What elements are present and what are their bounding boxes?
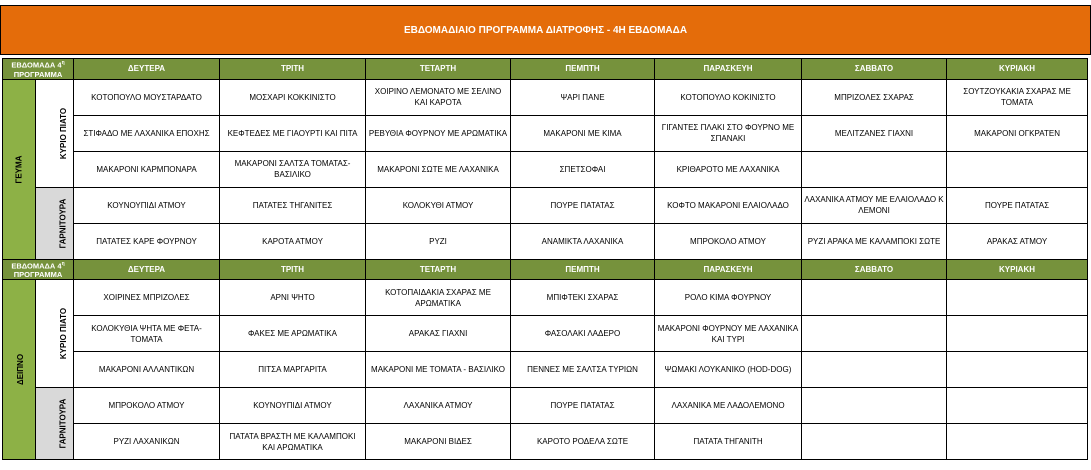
course-label-cell — [36, 187, 74, 259]
dish-cell: ΑΡΑΚΑΣ ΑΤΜΟΥ — [947, 223, 1088, 259]
meal-label: ΔΕΙΠΝΟ — [16, 353, 26, 386]
dish-cell: ΜΠΡΟΚΟΛΟ ΑΤΜΟΥ — [655, 223, 802, 259]
meal-row — [3, 151, 1088, 187]
week-label: ΕΒΔΟΜΑΔΑ 4 — [11, 60, 62, 70]
dish-cell: ΠΟΥΡΕ ΠΑΤΑΤΑΣ — [511, 388, 655, 424]
dish-cell — [802, 388, 947, 424]
dish-cell: ΣΠΕΤΣΟΦΑΙ — [511, 151, 655, 187]
day-header-row — [3, 259, 1088, 280]
program-label: ΠΡΟΓΡΑΜΜΑ — [13, 69, 63, 79]
dish-cell: ΠΕΝΝΕΣ ΜΕ ΣΑΛΤΣΑ ΤΥΡΙΩΝ — [511, 352, 655, 388]
day-header: ΠΑΡΑΣΚΕΥΗ — [655, 259, 802, 280]
dish-cell: ΚΟΛΟΚΥΘΙ ΑΤΜΟΥ — [366, 187, 511, 223]
meal-row — [3, 388, 1088, 424]
meal-label-cell — [3, 79, 36, 259]
week-header — [3, 59, 74, 80]
meal-row — [3, 424, 1088, 460]
dish-cell: ΣΤΙΦΑΔΟ ΜΕ ΛΑΧΑΝΙΚΑ ΕΠΟΧΗΣ — [74, 115, 220, 151]
dish-cell: ΜΠΡΟΚΟΛΟ ΑΤΜΟΥ — [74, 388, 220, 424]
day-header: ΤΡΙΤΗ — [220, 59, 366, 80]
dish-cell — [802, 352, 947, 388]
meal-row — [3, 115, 1088, 151]
dish-cell: ΣΟΥΤΖΟΥΚΑΚΙΑ ΣΧΑΡΑΣ ΜΕ ΤΟΜΑΤΑ — [947, 79, 1088, 115]
dish-cell: ΠΑΤΑΤΑ ΒΡΑΣΤΗ ΜΕ ΚΑΛΑΜΠΟΚΙ ΚΑΙ ΑΡΩΜΑΤΙΚΑ — [220, 424, 366, 460]
dish-cell: ΚΟΤΟΠΟΥΛΟ ΜΟΥΣΤΑΡΔΑΤΟ — [74, 79, 220, 115]
day-header: ΠΕΜΠΤΗ — [511, 259, 655, 280]
dish-cell: ΜΠΙΦΤΕΚΙ ΣΧΑΡΑΣ — [511, 280, 655, 316]
dish-cell: ΦΑΣΟΛΑΚΙ ΛΑΔΕΡΟ — [511, 316, 655, 352]
day-header: ΤΕΤΑΡΤΗ — [366, 259, 511, 280]
dish-cell — [802, 151, 947, 187]
program-label: ΠΡΟΓΡΑΜΜΑ — [13, 270, 63, 279]
dish-cell: ΜΟΣΧΑΡΙ ΚΟΚΚΙΝΙΣΤΟ — [220, 79, 366, 115]
course-label-cell — [36, 79, 74, 187]
dish-cell: ΚΟΤΟΠΟΥΛΟ ΚΟΚΙΝΙΣΤΟ — [655, 79, 802, 115]
dish-cell: ΛΑΧΑΝΙΚΑ ΑΤΜΟΥ — [366, 388, 511, 424]
dish-cell: ΠΑΤΑΤΕΣ ΚΑΡΕ ΦΟΥΡΝΟΥ — [74, 223, 220, 259]
dish-cell — [947, 151, 1088, 187]
dish-cell: ΚΑΡΟΤΟ ΡΟΔΕΛΑ ΣΩΤΕ — [511, 424, 655, 460]
dish-cell — [802, 316, 947, 352]
course-label: ΓΑΡΝΙΤΟΥΡΑ — [58, 398, 68, 449]
dish-cell: ΡΥΖΙ ΛΑΧΑΝΙΚΩΝ — [74, 424, 220, 460]
week-suffix: η — [61, 60, 65, 66]
day-header: ΣΑΒΒΑΤΟ — [802, 59, 947, 80]
dish-cell: ΑΝΑΜΙΚΤΑ ΛΑΧΑΝΙΚΑ — [511, 223, 655, 259]
course-label-cell — [36, 280, 74, 388]
meal-row — [3, 316, 1088, 352]
schedule-table — [2, 58, 1088, 460]
day-header: ΔΕΥΤΕΡΑ — [74, 259, 220, 280]
dish-cell: ΚΕΦΤΕΔΕΣ ΜΕ ΓΙΑΟΥΡΤΙ ΚΑΙ ΠΙΤΑ — [220, 115, 366, 151]
meal-row — [3, 223, 1088, 259]
dish-cell: ΠΟΥΡΕ ΠΑΤΑΤΑΣ — [511, 187, 655, 223]
dish-cell: ΑΡΑΚΑΣ ΓΙΑΧΝΙ — [366, 316, 511, 352]
dish-cell — [947, 388, 1088, 424]
course-label: ΓΑΡΝΙΤΟΥΡΑ — [58, 198, 68, 248]
dish-cell: ΛΑΧΑΝΙΚΑ ΜΕ ΛΑΔΟΛΕΜΟΝΟ — [655, 388, 802, 424]
dish-cell: ΜΑΚΑΡΟΝΙ ΣΑΛΤΣΑ ΤΟΜΑΤΑΣ-ΒΑΣΙΛΙΚΟ — [220, 151, 366, 187]
week-label: ΕΒΔΟΜΑΔΑ 4 — [11, 261, 62, 270]
dish-cell: ΠΑΤΑΤΕΣ ΤΗΓΑΝΙΤΕΣ — [220, 187, 366, 223]
day-header: ΠΕΜΠΤΗ — [511, 59, 655, 80]
dish-cell: ΜΑΚΑΡΟΝΙ ΜΕ ΤΟΜΑΤΑ - ΒΑΣΙΛΙΚΟ — [366, 352, 511, 388]
meal-label-cell — [3, 280, 36, 460]
dish-cell: ΜΑΚΑΡΟΝΙ ΚΑΡΜΠΟΝΑΡΑ — [74, 151, 220, 187]
day-header: ΔΕΥΤΕΡΑ — [74, 59, 220, 80]
dish-cell: ΠΙΤΣΑ ΜΑΡΓΑΡΙΤΑ — [220, 352, 366, 388]
dish-cell: ΜΑΚΑΡΟΝΙ ΜΕ ΚΙΜΑ — [511, 115, 655, 151]
dish-cell — [947, 316, 1088, 352]
day-header-row — [3, 59, 1088, 80]
dish-cell: ΨΑΡΙ ΠΑΝΕ — [511, 79, 655, 115]
dish-cell: ΡΥΖΙ ΑΡΑΚΑ ΜΕ ΚΑΛΑΜΠΟΚΙ ΣΩΤΕ — [802, 223, 947, 259]
dish-cell: ΚΟΥΝΟΥΠΙΔΙ ΑΤΜΟΥ — [220, 388, 366, 424]
dish-cell: ΜΑΚΑΡΟΝΙ ΟΓΚΡΑΤΕΝ — [947, 115, 1088, 151]
meal-row — [3, 187, 1088, 223]
dish-cell: ΠΑΤΑΤΑ ΤΗΓΑΝΙΤΗ — [655, 424, 802, 460]
day-header: ΤΕΤΑΡΤΗ — [366, 59, 511, 80]
dish-cell: ΜΕΛΙΤΖΑΝΕΣ ΓΙΑΧΝΙ — [802, 115, 947, 151]
dish-cell — [802, 424, 947, 460]
day-header: ΣΑΒΒΑΤΟ — [802, 259, 947, 280]
dish-cell: ΚΟΥΝΟΥΠΙΔΙ ΑΤΜΟΥ — [74, 187, 220, 223]
dish-cell: ΚΟΛΟΚΥΘΙΑ ΨΗΤΑ ΜΕ ΦΕΤΑ-ΤΟΜΑΤΑ — [74, 316, 220, 352]
meal-row — [3, 280, 1088, 316]
dish-cell — [947, 424, 1088, 460]
dish-cell: ΧΟΙΡΙΝΟ ΛΕΜΟΝΑΤΟ ΜΕ ΣΕΛΙΝΟ ΚΑΙ ΚΑΡΟΤΑ — [366, 79, 511, 115]
dish-cell: ΡΟΛΟ ΚΙΜΑ ΦΟΥΡΝΟΥ — [655, 280, 802, 316]
dish-cell: ΜΑΚΑΡΟΝΙ ΑΛΛΑΝΤΙΚΩΝ — [74, 352, 220, 388]
dish-cell: ΡΥΖΙ — [366, 223, 511, 259]
meal-row — [3, 352, 1088, 388]
day-header: ΚΥΡΙΑΚΗ — [947, 259, 1088, 280]
week-suffix: η — [61, 260, 65, 267]
dish-cell: ΜΠΡΙΖΟΛΕΣ ΣΧΑΡΑΣ — [802, 79, 947, 115]
dish-cell: ΦΑΚΕΣ ΜΕ ΑΡΩΜΑΤΙΚΑ — [220, 316, 366, 352]
dish-cell — [802, 280, 947, 316]
meal-row — [3, 79, 1088, 115]
dish-cell: ΜΑΚΑΡΟΝΙ ΦΟΥΡΝΟΥ ΜΕ ΛΑΧΑΝΙΚΑ ΚΑΙ ΤΥΡΙ — [655, 316, 802, 352]
dish-cell — [947, 280, 1088, 316]
page-title: ΕΒΔΟΜΑΔΙΑΙΟ ΠΡΟΓΡΑΜΜΑ ΔΙΑΤΡΟΦΗΣ - 4Η ΕΒΔΟΜΑΔΑ — [0, 5, 1091, 55]
course-label-cell — [36, 388, 74, 460]
dish-cell: ΧΟΙΡΙΝΕΣ ΜΠΡΙΖΟΛΕΣ — [74, 280, 220, 316]
dish-cell: ΚΟΤΟΠΑΙΔΑΚΙΑ ΣΧΑΡΑΣ ΜΕ ΑΡΩΜΑΤΙΚΑ — [366, 280, 511, 316]
dish-cell: ΑΡΝΙ ΨΗΤΟ — [220, 280, 366, 316]
dish-cell: ΡΕΒΥΘΙΑ ΦΟΥΡΝΟΥ ΜΕ ΑΡΩΜΑΤΙΚΑ — [366, 115, 511, 151]
dish-cell: ΚΡΙΘΑΡΟΤΟ ΜΕ ΛΑΧΑΝΙΚΑ — [655, 151, 802, 187]
day-header: ΠΑΡΑΣΚΕΥΗ — [655, 59, 802, 80]
dish-cell: ΜΑΚΑΡΟΝΙ ΣΩΤΕ ΜΕ ΛΑΧΑΝΙΚΑ — [366, 151, 511, 187]
dish-cell: ΚΑΡΟΤΑ ΑΤΜΟΥ — [220, 223, 366, 259]
day-header: ΤΡΙΤΗ — [220, 259, 366, 280]
day-header: ΚΥΡΙΑΚΗ — [947, 59, 1088, 80]
course-label: ΚΥΡΙΟ ΠΙΑΤΟ — [59, 307, 69, 360]
week-header — [3, 259, 74, 280]
dish-cell: ΚΟΦΤΟ ΜΑΚΑΡΟΝΙ ΕΛΑΙΟΛΑΔΟ — [655, 187, 802, 223]
dish-cell: ΨΩΜΑΚΙ ΛΟΥΚΑΝΙΚΟ (HOD-DOG) — [655, 352, 802, 388]
dish-cell: ΜΑΚΑΡΟΝΙ ΒΙΔΕΣ — [366, 424, 511, 460]
dish-cell: ΠΟΥΡΕ ΠΑΤΑΤΑΣ — [947, 187, 1088, 223]
meal-label: ΓΕΥΜΑ — [14, 155, 24, 183]
dish-cell: ΛΑΧΑΝΙΚΑ ΑΤΜΟΥ ΜΕ ΕΛΑΙΟΛΑΔΟ Κ ΛΕΜΟΝΙ — [802, 187, 947, 223]
dish-cell: ΓΙΓΑΝΤΕΣ ΠΛΑΚΙ ΣΤΟ ΦΟΥΡΝΟ ΜΕ ΣΠΑΝΑΚΙ — [655, 115, 802, 151]
dish-cell — [947, 352, 1088, 388]
course-label: ΚΥΡΙΟ ΠΙΑΤΟ — [59, 107, 69, 159]
